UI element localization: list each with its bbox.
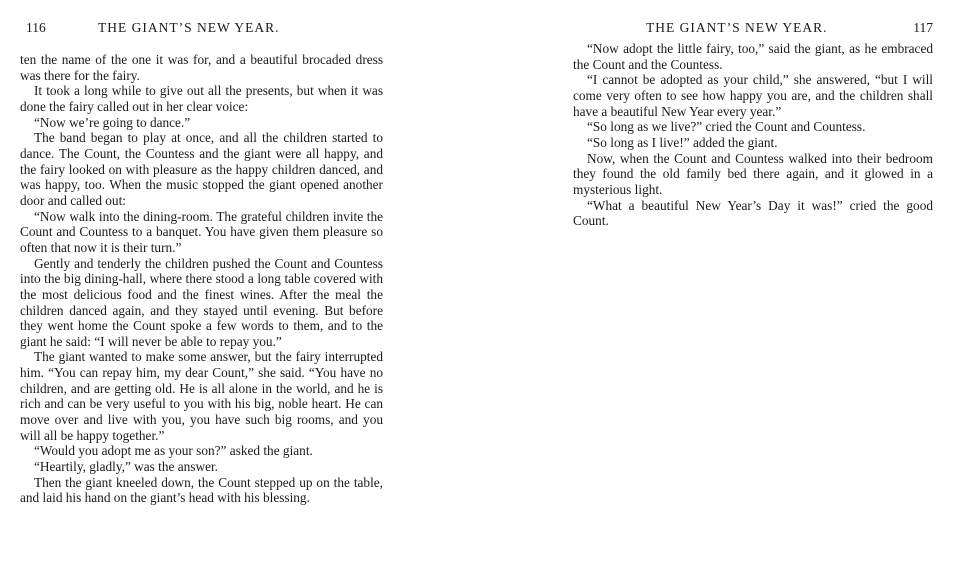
left-page [20,0,383,506]
left-running-head [20,20,383,40]
right-page [573,0,933,229]
right-page-number: 117 [913,20,933,35]
paragraph: “Now walk into the dining-room. The grateful children invite the Count and Countess to a banquet. You have given them pleasure so often that now it is their turn.” [20,208,383,255]
paragraph: “Now we’re going to dance.” [34,114,191,130]
right-running-head-title: THE GIANT’S NEW YEAR. [646,20,828,35]
paragraph: ten the name of the one it was for, and a beautiful brocaded dress was there for the fairy. [20,52,383,83]
paragraph: “So long as I live!” added the giant. [587,134,778,150]
paragraph: “What a beautiful New Year’s Day it was!” cried the good Count. [573,197,933,229]
paragraph: “I cannot be adopted as your child,” she answered, “but I will come very often to see how happy you are, and the children shall have a beautiful New Year every year.” [573,72,933,119]
paragraph: “Would you adopt me as your son?” asked the giant. [34,443,313,459]
right-body-text [573,41,933,229]
paragraph: Now, when the Count and Countess walked into their bedroom they found the old family bed there again, and it glowed in a mysterious light. [573,150,933,197]
paragraph: Gently and tenderly the children pushed the Count and Countess into the big dining-hall, where there stood a long table covered with the most delicious food and the finest wines. After the meal the children danced again, and they stayed until evening. But before they went home the Count spoke a few words to them, and to the giant he said: “I will never be able to repay you.” [20,255,383,349]
paragraph: The band began to play at once, and all the children started to dance. The Count, the Countess and the giant were all happy, and the fairy looked on with pleasure as the happy children danced, and was happy, too. When the music stopped the giant opened another door and called out: [20,130,383,208]
left-page-number: 116 [26,20,46,35]
right-running-head [573,20,933,40]
left-running-head-title: THE GIANT’S NEW YEAR. [98,20,280,35]
paragraph: The giant wanted to make some answer, but the fairy interrupted him. “You can repay him, my dear Count,” she said. “You have no children, and are getting old. He is all alone in the world, and he is rich and can be very useful to you with his big, noble heart. He can move over and live with you, you have such big rooms, and you will all be happy together.” [20,349,383,443]
paragraph: “So long as we live?” cried the Count and Countess. [587,119,866,135]
paragraph: It took a long while to give out all the presents, but when it was done the fairy called out in her clear voice: [20,83,383,114]
left-body-text [20,52,383,506]
paragraph: “Now adopt the little fairy, too,” said the giant, as he embraced the Count and the Countess. [573,41,933,72]
paragraph: Then the giant kneeled down, the Count stepped up on the table, and laid his hand on the giant’s head with his blessing. [20,474,383,506]
paragraph: “Heartily, gladly,” was the answer. [34,459,218,475]
